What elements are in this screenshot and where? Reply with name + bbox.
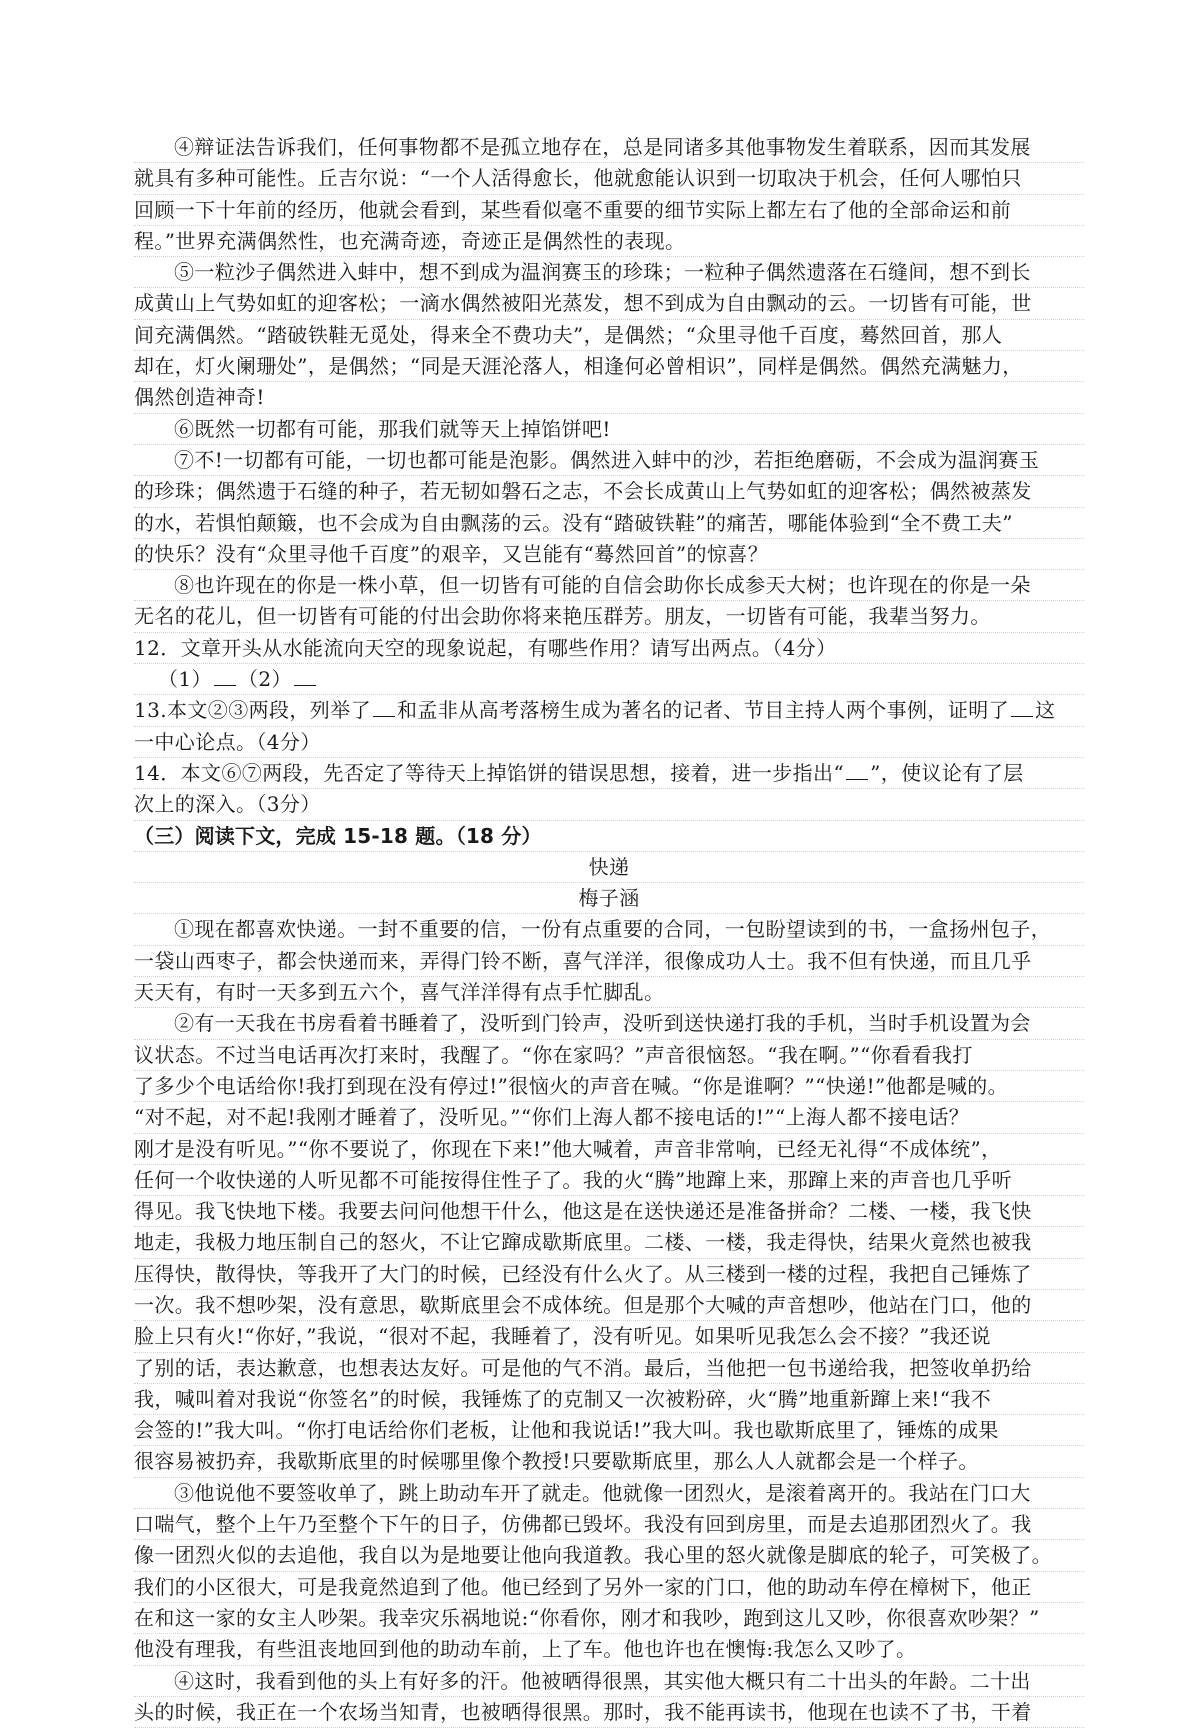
text-line: 天天有，有时一天多到五六个，喜气洋洋得有点手忙脚乱。 [134,977,1084,1008]
answer-blank [846,761,868,780]
text-line [134,758,1084,789]
text-line: 了别的话，表达歉意，也想表达友好。可是他的气不消。最后，当他把一包书递给我，把签收单扔给 [134,1353,1084,1384]
text-line: ④这时，我看到他的头上有好多的汗。他被晒得很黑，其实他大概只有二十出头的年龄。二十出 [134,1666,1084,1697]
text-line: 任何一个收快递的人听见都不可能按得住性子了。我的火“腾”地蹿上来，那蹿上来的声音也几乎听 [134,1165,1084,1196]
text-line: 了多少个电话给你!我打到现在没有停过!”很恼火的声音在喊。“你是谁啊？”“快递!”他都是喊的。 [134,1071,1084,1102]
text-line: 间充满偶然。“踏破铁鞋无觅处，得来全不费功夫”，是偶然；“众里寻他千百度，蓦然回首，那人 [134,320,1084,351]
text-line: 脸上只有火!“你好，”我说，“很对不起，我睡着了，没有听见。如果听见我怎么会不接？”我还说 [134,1321,1084,1352]
text-line: （三）阅读下文，完成 15-18 题。（18 分） [134,821,1084,852]
text-line: 程。”世界充满偶然性，也充满奇迹，奇迹正是偶然性的表现。 [134,226,1084,257]
text-line: 头的时候，我正在一个农场当知青，也被晒得很黑。那时，我不能再读书，他现在也读不了书，干着 [134,1697,1084,1728]
text-line: ⑥既然一切都有可能，那我们就等天上掉馅饼吧! [134,414,1084,445]
text-line: 回顾一下十年前的经历，他就会看到，某些看似毫不重要的细节实际上都左右了他的全部命运和前 [134,195,1084,226]
text-line: 像一团烈火似的去追他，我自以为是地要让他向我道教。我心里的怒火就像是脚底的轮子，可笑极了。 [134,1540,1084,1571]
text-line: ②有一天我在书房看着书睡着了，没听到门铃声，没听到送快递打我的手机，当时手机设置为会 [134,1008,1084,1039]
text-line: 口喘气，整个上午乃至整个下午的日子，仿佛都已毁坏。我没有回到房里，而是去追那团烈火了。我 [134,1509,1084,1540]
text-line: 我，喊叫着对我说“你签名”的时候，我锤炼了的克制又一次被粉碎，火“腾”地重新蹿上来!“我不 [134,1384,1084,1415]
text-line: 12．文章开头从水能流向天空的现象说起，有哪些作用？请写出两点。（4分） [134,633,1084,664]
text-line: 得见。我飞快地下楼。我要去问问他想干什么，他这是在送快递还是准备拼命？二楼、一楼，我飞快 [134,1196,1084,1227]
text-segment: （2） [237,667,292,692]
answer-blank [1011,698,1033,717]
text-line: 地走，我极力地压制自己的怒火，不让它蹿成歇斯底里。二楼、一楼，我走得快，结果火竟然也被我 [134,1227,1084,1258]
answer-blank [294,667,316,686]
text-segment: 13.本文②③两段，列举了 [134,698,372,723]
text-line: 一次。我不想吵架，没有意思，歇斯底里会不成体统。但是那个大喊的声音想吵，他站在门口，他的 [134,1290,1084,1321]
text-line: 快递 [134,852,1084,883]
text-line: 刚才是没有听见。”“你不要说了，你现在下来!”他大喊着，声音非常响，已经无礼得“不成体统”， [134,1134,1084,1165]
text-line: 的快乐？没有“众里寻他千百度”的艰辛，又岂能有“蓦然回首”的惊喜？ [134,539,1084,570]
text-line: ⑧也许现在的你是一株小草，但一切皆有可能的自信会助你长成参天大树；也许现在的你是一朵 [134,570,1084,601]
text-line: 议状态。不过当电话再次打来时，我醒了。“你在家吗？”声音很恼怒。“我在啊。”“你看看我打 [134,1040,1084,1071]
text-line: 的珍珠；偶然遗于石缝的种子，若无韧如磐石之志，不会长成黄山上气势如虹的迎客松；偶然被蒸发 [134,476,1084,507]
text-line: 就具有多种可能性。丘吉尔说：“一个人活得愈长，他就愈能认识到一切取决于机会，任何人哪怕只 [134,163,1084,194]
text-line: 的水，若惧怕颠簸，也不会成为自由飘荡的云。没有“踏破铁鞋”的痛苦，哪能体验到“全不费工夫” [134,508,1084,539]
text-line: 次上的深入。（3分） [134,789,1084,820]
text-line [134,695,1084,726]
text-line: 一中心论点。（4分） [134,727,1084,758]
document-page [134,132,1084,1728]
text-line: 在和这一家的女主人吵架。我幸灾乐祸地说:“你看你，刚才和我吵，跑到这儿又吵，你很喜欢吵架？” [134,1603,1084,1634]
text-line [134,664,1084,695]
text-segment: （1） [158,667,212,692]
text-line: 梅子涵 [134,883,1084,914]
text-line: 一袋山西枣子，都会快递而来，弄得门铃不断，喜气洋洋，很像成功人士。我不但有快递，而且几乎 [134,946,1084,977]
text-segment: 和孟非从高考落榜生成为著名的记者、节目主持人两个事例，证明了 [397,698,1010,723]
text-segment: ”，使议论有了层 [870,760,1024,785]
text-line: ①现在都喜欢快递。一封不重要的信，一份有点重要的合同，一包盼望读到的书，一盒扬州包子， [134,914,1084,945]
text-line: 成黄山上气势如虹的迎客松；一滴水偶然被阳光蒸发，想不到成为自由飘动的云。一切皆有可能，世 [134,288,1084,319]
text-line: 偶然创造神奇! [134,382,1084,413]
text-line: “对不起，对不起!我刚才睡着了，没听见。”“你们上海人都不接电话的!”“上海人都不接电话？ [134,1102,1084,1133]
text-line: ⑦不!一切都有可能，一切也都可能是泡影。偶然进入蚌中的沙，若拒绝磨砺，不会成为温润赛玉 [134,445,1084,476]
text-line: ③他说他不要签收单了，跳上助动车开了就走。他就像一团烈火，是滚着离开的。我站在门口大 [134,1478,1084,1509]
answer-blank [214,667,236,686]
text-line: 他没有理我，有些沮丧地回到他的助动车前，上了车。他也许也在懊悔:我怎么又吵了。 [134,1634,1084,1665]
text-line: 无名的花儿，但一切皆有可能的付出会助你将来艳压群芳。朋友，一切皆有可能，我辈当努力。 [134,601,1084,632]
text-segment: 这 [1035,698,1056,723]
text-segment: 14．本文⑥⑦两段，先否定了等待天上掉馅饼的错误思想，接着，进一步指出“ [134,760,845,785]
text-line: 压得快，散得快，等我开了大门的时候，已经没有什么火了。从三楼到一楼的过程，我把自己锤炼了 [134,1259,1084,1290]
text-line: 我们的小区很大，可是我竟然追到了他。他已经到了另外一家的门口，他的助动车停在樟树下，他正 [134,1572,1084,1603]
answer-blank [373,698,395,717]
text-line: 却在，灯火阑珊处”，是偶然；“同是天涯沦落人，相逢何必曾相识”，同样是偶然。偶然充满魅力， [134,351,1084,382]
text-line: 很容易被扔弃，我歇斯底里的时候哪里像个教授!只要歇斯底里，那么人人就都会是一个样子。 [134,1446,1084,1477]
text-line: 会签的!”我大叫。“你打电话给你们老板，让他和我说话!”我大叫。我也歇斯底里了，锤炼的成果 [134,1415,1084,1446]
text-line: ④辩证法告诉我们，任何事物都不是孤立地存在，总是同诸多其他事物发生着联系，因而其发展 [134,132,1084,163]
text-line: ⑤一粒沙子偶然进入蚌中，想不到成为温润赛玉的珍珠；一粒种子偶然遗落在石缝间，想不到长 [134,257,1084,288]
